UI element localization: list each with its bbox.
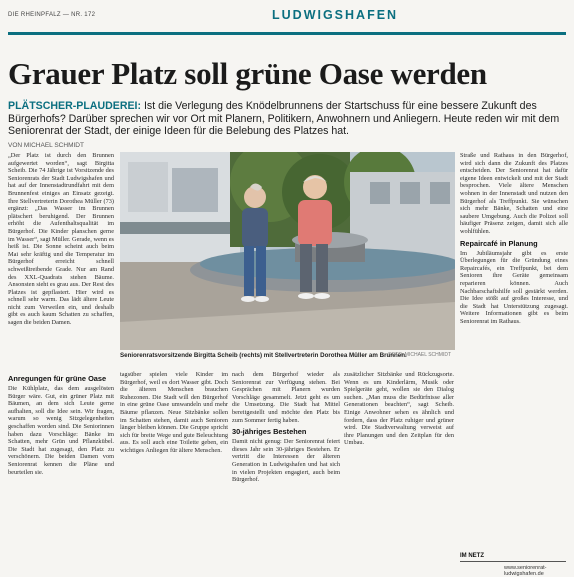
column-3-text: tagsüber spielen viele Kinder im Bürgerhof, weil es dort Wasser gibt. Doch die älteren Menschen brauchen Ruhezonen. Die Stadt will den Bürgerhof in eine grüne Oase umwandeln und mehr Bäume pflanzen. Neue Sitzbänke sollen im Schatten stehen, damit auch Senioren länger bleiben können. Die Gruppe spricht sich für breite Wege und gute Beleuchtung aus. Es soll auch eine Toilette geben, ein wichtiges Anliegen für ältere Menschen. — [120, 371, 228, 454]
photo-caption-bar — [120, 352, 455, 359]
article-column-4 — [232, 371, 340, 567]
section-title: LUDWIGSHAFEN — [272, 8, 399, 22]
article-column-3 — [120, 371, 228, 567]
subheading-bestehen: 30-jähriges Bestehen — [232, 427, 307, 437]
article-photo — [120, 152, 455, 350]
lead-text: Ist die Verlegung des Knödelbrunnens der Startschuss für eine bessere Zukunft des Bürgerhofs? Darüber sprechen wir vor Ort mit Planern, Politikern, Anwohnern und Anliegern. Heute reden wir mit dem Seniorenrat der Stadt, der einige Ideen für die Belebung des Platzes hat. — [8, 100, 560, 138]
lead-kicker: PLÄTSCHER-PLAUDEREI: — [8, 100, 142, 112]
column-5-text: zusätzlicher Sitzbänke und Rückzugsorte. Wenn es um Kinderlärm, Musik oder Spielgeräte geht, wollen sie den Dialog suchen. „Man muss die Bedürfnisse aller Generationen beachten“, sagt Scheib. Einige Anwohner sehen es ähnlich und fordern, dass der Platz ruhiger und grüner wird. Die Stadtverwaltung verweist auf ihre Planungen und den Zeitplan für den Umbau. — [344, 371, 454, 447]
paper-info: DIE RHEINPFALZ — NR. 172 — [8, 12, 96, 18]
photo-illustration — [120, 152, 455, 350]
masthead-rule — [8, 32, 566, 35]
author-byline: VON MICHAEL SCHMIDT — [8, 142, 84, 149]
footer-rule — [460, 561, 566, 562]
photo-caption: Seniorenratsvorsitzende Birgitta Scheib (rechts) mit Stellvertreterin Dorothea Müller am Brunnen. — [120, 352, 407, 359]
column-2-text: Die Kühlplatz, das dem ausgelösten Bürger wäre. Gut, ein grüner Platz mit Bäumen, an dem sich Leute gerne aufhalten, soll die Idee sein. Wir fragen, warum so wenig Sitzgelegenheiten geschaffen worden sind. Die Seniorinnen haben dazu Vorschläge: Bänke im Schatten, mehr Grün und Pflanzkübel. Die Stadt hat zugesagt, den Platz zu verschönern. Die beiden Damen vom Seniorenrat kennen die Pläne und beurteilen sie. — [8, 385, 114, 476]
lead-paragraph — [8, 100, 564, 138]
column-4b-text: Damit nicht genug: Der Seniorenrat feiert dieses Jahr sein 30-jähriges Bestehen. Er vertritt die Interessen der älteren Generation in Ludwigshafen und hat sich in vielen Projekten engagiert, auch beim Bürgerhof. — [232, 438, 340, 484]
column-right-text: Straße und Rathaus in den Bürgerhof, wird sich dann die Zukunft des Platzes entscheiden. Der Seniorenrat hat dafür eigene Ideen entwickelt und mit der Stadt besprochen. Viele ältere Menschen wohnen in der Innenstadt und nutzen den Bürgerhof als Treffpunkt. Sie wünschen sich mehr Bänke, Schatten und eine saubere Umgebung. Auch die Polizei soll häufiger Präsenz zeigen, damit sich alle wohlfühlen. — [460, 152, 568, 235]
photo-credit: FOTO: MICHAEL SCHMIDT — [388, 352, 451, 358]
article-column-2 — [8, 371, 114, 567]
article-column-right — [460, 152, 568, 550]
article-column-1 — [8, 152, 114, 358]
column-right-text-2: Im Jubiläumsjahr gibt es erste Überlegungen für die Gründung eines Repaircafés, ein Treffpunkt, bei dem Senioren ihre Geräte gemeinsam reparieren können. Auch Nachbarschaftshilfe soll gestärkt werden. Die Idee stößt auf großes Interesse, und die Stadt hat Unterstützung zugesagt. Weitere Informationen gibt es beim Seniorenrat im Rathaus. — [460, 249, 568, 325]
masthead — [8, 4, 566, 36]
subheading-anregungen: Anregungen für grüne Oase — [8, 374, 107, 383]
footer-url[interactable]: www.seniorenrat-ludwigshafen.de — [504, 565, 547, 577]
footer-web-tag: IM NETZ — [460, 553, 484, 559]
subheading-repaircafe: Repaircafé in Planung — [460, 238, 538, 248]
column-1-text: „Der Platz ist durch den Brunnen aufgewertet worden“, sagt Birgitta Scheib. Die 74 Jährige ist Vorsitzende des Seniorenrats der Stadt Ludwigshafen und hat auf der Innenstadtrundfahrt mit dem Brunnenfest einiges an Einsatz gezeigt. Ihre Stellvertreterin Dorothea Müller (73) ergänzt: „Das Wasser im Brunnen plätschert beruhigend. Der Brunnen erhöht die Aufenthaltsqualität im Bürgerhof. Die Kinder planschen gerne im Wasser“, sagt Müller. Gerade, wenn es heiß ist. Die Sonne scheint auch beim Mai sehr kräftig und die Temperatur im Bürgerhof erreicht schnell schweißtreibende Grade. Nur am Rand des XXL-Quadrats stehen Bäume. Ansonsten sieht es grau aus. Der Rest des Platzes ist gepflastert. Hier wird es schnell sehr warm. Das lädt ältere Leute nicht zum Verweilen ein, und deshalb gibt es auch kaum Schatten zu schaffen, sagen die beiden Damen. — [8, 152, 114, 327]
headline: Grauer Platz soll grüne Oase werden — [8, 56, 487, 91]
article-column-5 — [344, 371, 454, 567]
column-4-text: nach dem Bürgerhof wieder als Seniorenrat zur Verfügung stehen. Bei Gesprächen mit Planern wurden Vorschläge gesammelt. Jetzt geht es um die Umsetzung. Die Stadt hat Mittel bereitgestellt und möchte den Platz bis zum Sommer fertig haben. — [232, 371, 340, 424]
